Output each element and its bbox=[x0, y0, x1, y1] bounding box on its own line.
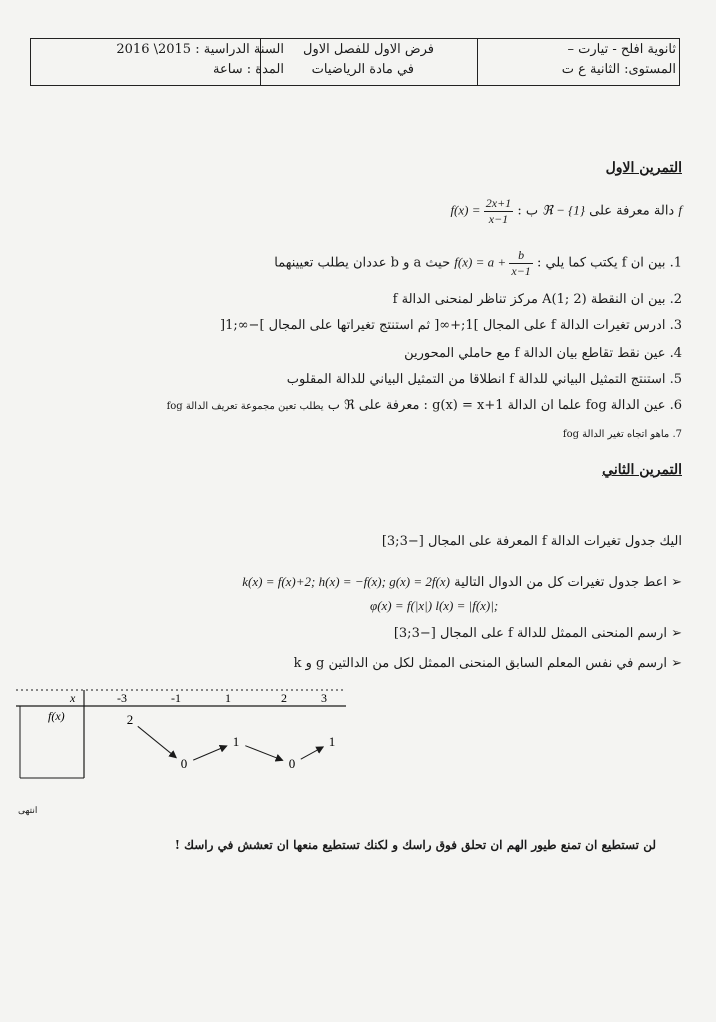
question-2: 2. بين ان النقطة A(1; 2) مركز تناظر لمنحنى الدالة f bbox=[392, 292, 682, 307]
bullet-arrow-icon: ➢ bbox=[671, 656, 682, 671]
bullet-3: ➢ ارسم في نفس المعلم السابق المنحنى الممثل لكل من الدالتين g و k bbox=[293, 656, 682, 671]
exam-title: فرض الاول للفصل الاول bbox=[303, 42, 434, 57]
f-label: f(x) bbox=[48, 709, 65, 723]
question-3: 3. ادرس تغيرات الدالة f على المجال ]1;+∞[ ثم استنتج تغيراتها على المجال ]−∞;1[ bbox=[219, 318, 682, 333]
bullet-1-functions: φ(x) = f(|x|) l(x) = |f(x)|; bbox=[370, 598, 499, 613]
bullet-arrow-icon: ➢ bbox=[671, 575, 682, 590]
variation-arrow bbox=[193, 746, 227, 760]
question-5: 5. استنتج التمثيل البياني للدالة f انطلاقا من التمثيل البياني للدالة المقلوب bbox=[286, 372, 682, 387]
question-6: 6. عين الدالة fog علما ان الدالة g(x) = x+1 : معرفة على ℜ ب يطلب تعين مجموعة تعريف الدالة fog bbox=[166, 398, 682, 413]
fraction-expression: f(x) = $\frac{2x+1}{x-1}$ bbox=[450, 196, 512, 226]
subject: في مادة الرياضيات bbox=[311, 62, 414, 77]
variation-arrow bbox=[245, 746, 282, 761]
exercise-2-title: التمرين الثاني bbox=[602, 462, 682, 478]
school-year: السنة الدراسية : 2015\ 2016 bbox=[116, 42, 284, 57]
closing-quote: لن تستطيع ان تمنع طيور الهم ان تحلق فوق راسك و لكنك تستطيع منعها ان تعشش في راسك ! bbox=[174, 838, 656, 852]
ex2-intro: اليك جدول تغيرات الدالة f المعرفة على المجال [−3;3] bbox=[381, 534, 682, 549]
duration: المدة : ساعة bbox=[213, 62, 284, 77]
f-value: 1 bbox=[232, 734, 240, 749]
end-note: انتهى bbox=[18, 806, 38, 816]
x-value: -3 bbox=[117, 691, 127, 705]
intro-text: دالة معرفة على bbox=[589, 203, 675, 219]
f-value: 0 bbox=[288, 756, 296, 771]
school-name: ثانوية افلح - تيارت – bbox=[567, 42, 676, 57]
header-divider bbox=[477, 39, 478, 85]
domain: ℜ − {1} bbox=[542, 202, 585, 218]
bullet-arrow-icon: ➢ bbox=[671, 626, 682, 641]
question-1: 1. بين ان f يكتب كما يلي : f(x) = a + $\frac{b}{x-1}$ حيث a و b عددان يطلب تعيينهما bbox=[274, 248, 682, 278]
bullet-1: ➢ اعط جدول تغيرات كل من الدوال التالية k(x) = f(x)+2; h(x) = −f(x); g(x) = 2f(x) bbox=[242, 574, 682, 590]
x-value: 3 bbox=[321, 691, 327, 705]
bullet-2: ➢ ارسم المنحنى الممثل للدالة f على المجال [−3;3] bbox=[393, 626, 682, 641]
f-value: 1 bbox=[328, 734, 336, 749]
variation-arrow bbox=[301, 747, 323, 759]
ex1-intro bbox=[62, 196, 682, 236]
x-value: 1 bbox=[225, 691, 231, 705]
x-value: -1 bbox=[171, 691, 181, 705]
level: المستوى: الثانية ع ت bbox=[561, 62, 676, 77]
question-7: 7. ماهو اتجاه تغير الدالة fog bbox=[562, 429, 682, 440]
question-4: 4. عين نقط تقاطع بيان الدالة f مع حاملي المحورين bbox=[404, 346, 682, 361]
intro-by: ب : bbox=[517, 203, 539, 219]
function-f: f bbox=[678, 202, 682, 218]
f-value: 0 bbox=[180, 756, 188, 771]
x-value: 2 bbox=[281, 691, 287, 705]
q1-expression: f(x) = a + $\frac{b}{x-1}$ bbox=[454, 248, 531, 278]
x-label: x bbox=[70, 691, 76, 705]
exercise-1-title: التمرين الاول bbox=[605, 160, 682, 176]
f-value: 2 bbox=[126, 712, 134, 727]
variation-table bbox=[16, 686, 346, 782]
variation-arrow bbox=[138, 726, 176, 757]
